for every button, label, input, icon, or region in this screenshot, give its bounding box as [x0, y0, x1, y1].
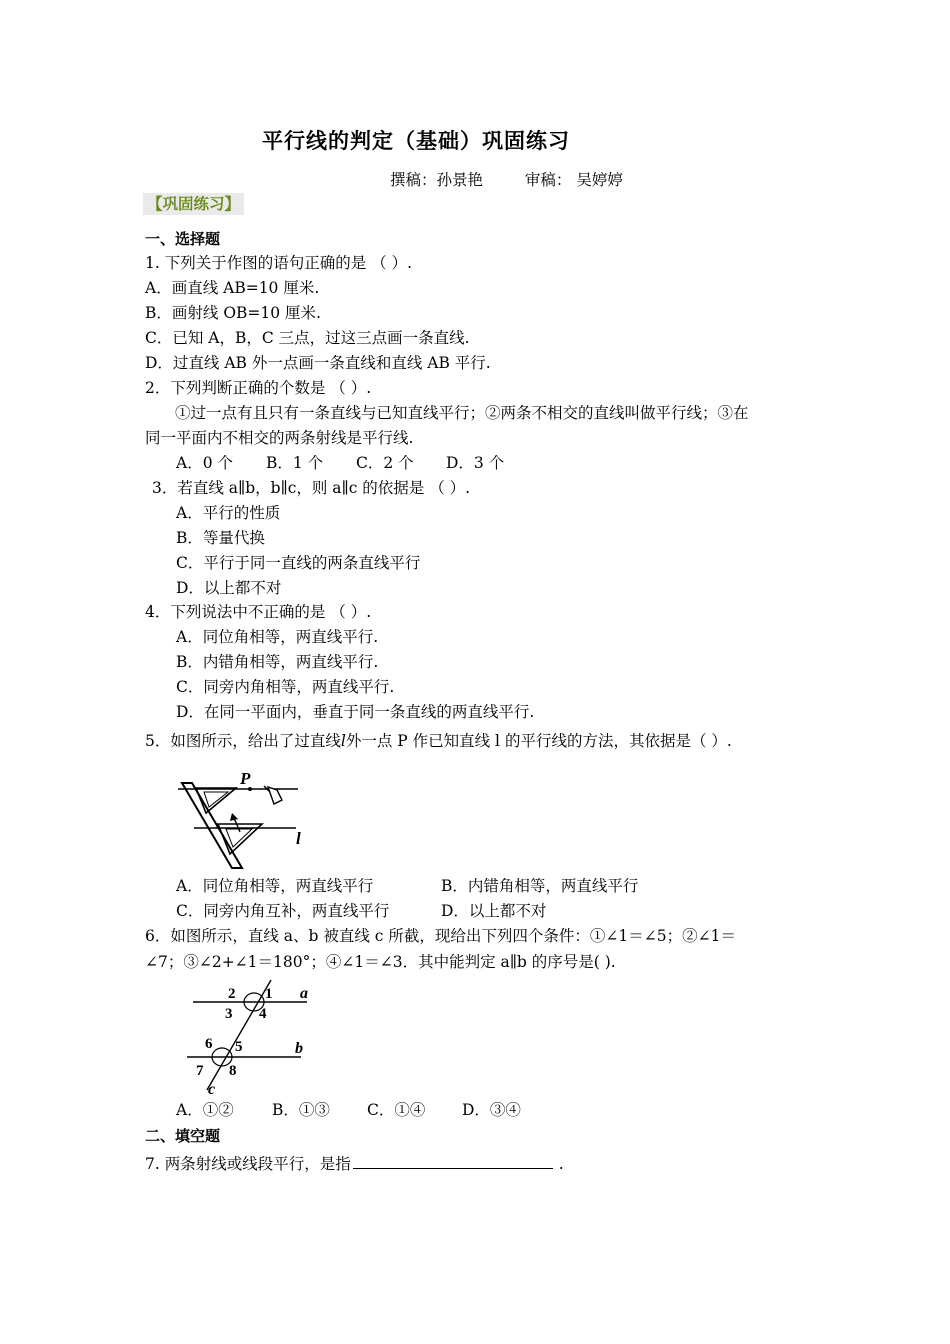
q4-option-d: D．在同一平面内，垂直于同一条直线的两直线平行. — [176, 703, 535, 721]
q3-option-d: D．以上都不对 — [176, 579, 282, 597]
q1-option-c: C．已知 A，B，C 三点，过这三点画一条直线. — [145, 329, 470, 347]
q5-option-b: B．内错角相等，两直线平行 — [441, 877, 639, 895]
q5-option-d: D．以上都不对 — [441, 902, 547, 920]
q1-option-a: A．画直线 AB=10 厘米. — [145, 279, 320, 297]
authors-line — [390, 170, 623, 190]
label-p: P — [240, 769, 251, 788]
writer-credit: 撰稿：孙景艳 — [390, 171, 484, 189]
section-heading-choice: 一、选择题 — [145, 230, 221, 248]
label-b: b — [295, 1040, 303, 1057]
label-l: l — [296, 829, 301, 848]
q4-option-a: A．同位角相等，两直线平行. — [176, 628, 379, 646]
q4-stem: 4．下列说法中不正确的是 （ ）. — [145, 603, 372, 621]
q5-stem — [145, 731, 732, 751]
q3-option-a: A．平行的性质 — [176, 504, 281, 522]
q7-stem-text: 7. 两条射线或线段平行，是指 — [145, 1155, 351, 1173]
q4-option-b: B．内错角相等，两直线平行. — [176, 653, 379, 671]
q5-stem-part2: 外一点 P 作已知直线 l 的平行线的方法，其依据是（ ）. — [345, 732, 732, 750]
q5-option-a: A．同位角相等，两直线平行 — [176, 877, 374, 895]
q2-stem: 2．下列判断正确的个数是 （ ）. — [145, 379, 372, 397]
q7-stem-end: . — [558, 1155, 564, 1173]
q2-line1: ①过一点有且只有一条直线与已知直线平行；②两条不相交的直线叫做平行线；③在 — [175, 404, 749, 422]
angle-label-6: 6 — [205, 1036, 213, 1052]
angle-label-1: 1 — [265, 986, 273, 1002]
q2-option-c: C．2 个 — [356, 454, 414, 472]
angle-label-3: 3 — [225, 1006, 233, 1022]
q2-option-a: A．0 个 — [176, 454, 233, 472]
q7-answer-blank[interactable] — [353, 1152, 553, 1169]
q5-figure — [178, 768, 313, 873]
label-c: c — [208, 1081, 216, 1098]
q3-option-b: B．等量代换 — [176, 529, 265, 547]
q6-option-c: C．①④ — [367, 1101, 426, 1119]
q2-option-b: B．1 个 — [266, 454, 324, 472]
q1-option-b: B．画射线 OB=10 厘米. — [145, 304, 321, 322]
q5-stem-part1: 5．如图所示，给出了过直线 — [145, 732, 341, 750]
q6-figure — [185, 978, 320, 1098]
q5-option-c: C．同旁内角互补，两直线平行 — [176, 902, 390, 920]
q6-option-d: D．③④ — [462, 1101, 521, 1119]
q3-stem: 3．若直线 a∥b，b∥c，则 a∥c 的依据是 （ ）. — [152, 479, 471, 497]
angle-label-5: 5 — [235, 1039, 243, 1055]
section-heading-fill: 二、填空题 — [145, 1127, 221, 1145]
q6-line2: ∠7；③∠2+∠1＝180°；④∠1＝∠3．其中能判定 a∥b 的序号是( ). — [145, 953, 616, 971]
angle-label-7: 7 — [196, 1063, 204, 1079]
section-badge: 【巩固练习】 — [143, 193, 244, 215]
angle-label-2: 2 — [228, 986, 236, 1002]
label-a: a — [300, 985, 308, 1002]
set-square-outline — [182, 783, 242, 868]
reviewer-credit: 审稿： 吴婷婷 — [524, 171, 623, 189]
q3-option-c: C．平行于同一直线的两条直线平行 — [176, 554, 421, 572]
q6-line1: 6．如图所示，直线 a、b 被直线 c 所截，现给出下列四个条件：①∠1＝∠5；②∠1＝ — [145, 927, 736, 945]
q1-stem: 1. 下列关于作图的语句正确的是 （ ）. — [145, 254, 412, 272]
q6-option-a: A．①② — [176, 1101, 234, 1119]
page-title: 平行线的判定（基础）巩固练习 — [262, 129, 570, 153]
q5-stem-line-symbol: l — [340, 732, 346, 750]
q1-option-d: D．过直线 AB 外一点画一条直线和直线 AB 平行. — [145, 354, 491, 372]
q4-option-c: C．同旁内角相等，两直线平行. — [176, 678, 395, 696]
angle-label-4: 4 — [259, 1006, 267, 1022]
q7-stem — [145, 1152, 564, 1174]
q6-option-b: B．①③ — [272, 1101, 330, 1119]
q2-option-d: D．3 个 — [446, 454, 505, 472]
q2-line2: 同一平面内不相交的两条射线是平行线. — [145, 429, 414, 447]
angle-label-8: 8 — [229, 1063, 237, 1079]
